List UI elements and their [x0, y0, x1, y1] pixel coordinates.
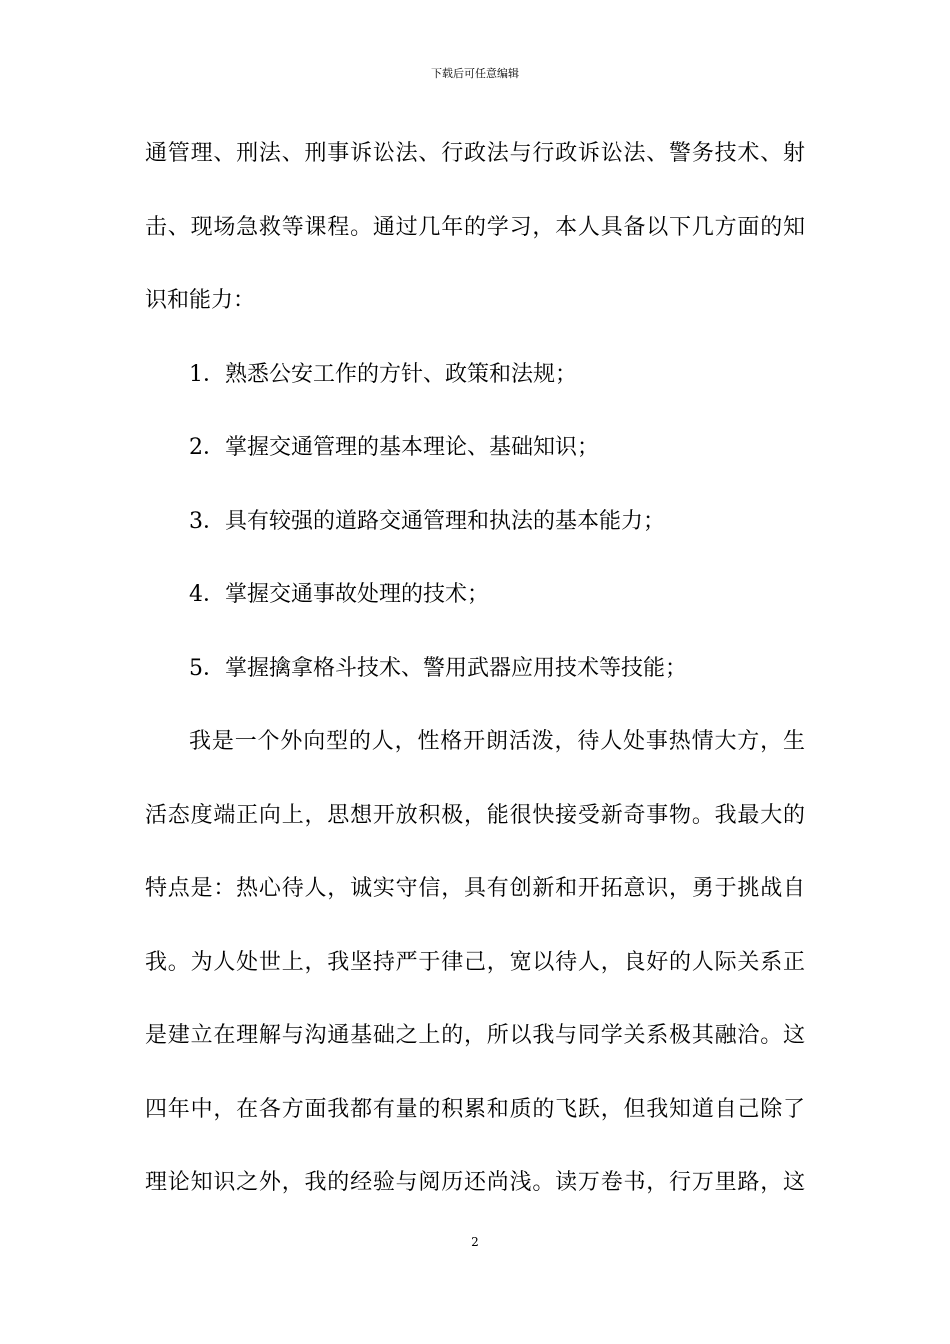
list-item: 2．掌握交通管理的基本理论、基础知识；: [189, 435, 599, 460]
list-item: 1．熟悉公安工作的方针、政策和法规；: [189, 361, 577, 387]
body-line: 活态度端正向上，思想开放积极，能很快接受新奇事物。我最大的: [145, 802, 805, 828]
body-line: 特点是：热心待人，诚实守信，具有创新和开拓意识，勇于挑战自: [145, 876, 805, 901]
body-line: 四年中，在各方面我都有量的积累和质的飞跃，但我知道自己除了: [145, 1096, 805, 1122]
body-line: 理论知识之外，我的经验与阅历还尚浅。读万卷书，行万里路，这: [145, 1170, 805, 1195]
page-header: 下载后可任意编辑: [431, 67, 519, 80]
body-line: 通管理、刑法、刑事诉讼法、行政法与行政诉讼法、警务技术、射: [145, 141, 805, 166]
body-line: 我。为人处世上，我坚持严于律己，宽以待人，良好的人际关系正: [145, 949, 805, 975]
body-line: 是建立在理解与沟通基础之上的，所以我与同学关系极其融洽。这: [145, 1023, 805, 1048]
list-item: 4．掌握交通事故处理的技术；: [189, 582, 489, 607]
list-item: 5．掌握擒拿格斗技术、警用武器应用技术等技能；: [189, 655, 687, 681]
body-line: 识和能力：: [145, 288, 256, 313]
list-item: 3．具有较强的道路交通管理和执法的基本能力；: [189, 508, 665, 534]
document-body: [145, 126, 805, 1229]
body-line: 击、现场急救等课程。通过几年的学习，本人具备以下几方面的知: [145, 214, 805, 240]
page-number: 2: [471, 1235, 479, 1249]
paragraph-first-line: 我是一个外向型的人，性格开朗活泼，待人处事热情大方，生: [189, 729, 805, 754]
